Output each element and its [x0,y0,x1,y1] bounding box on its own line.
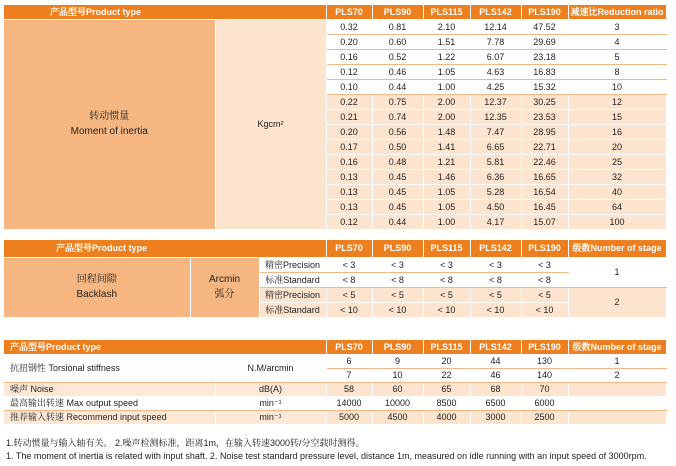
value-cell: 0.12 [326,214,372,229]
value-cell: 60 [372,382,423,396]
footnote-cn: 1.转动惯量与输入轴有关。 2.噪声检测标准，距离1m，在输入转速3000转/分空载时测得。 [6,438,365,448]
unit-cell [190,257,259,317]
value-cell: 30.25 [521,94,568,109]
value-cell: 0.48 [372,154,423,169]
value-cell: 47.52 [521,19,568,34]
value-cell: 5000 [326,410,372,424]
model-header: PLS115 [423,5,470,19]
value-cell: 0.20 [326,124,372,139]
value-cell: 68 [470,382,521,396]
value-cell: 0.10 [326,79,372,94]
value-cell: 6.65 [470,139,521,154]
model-header: PLS90 [372,240,423,257]
value-cell: 0.13 [326,199,372,214]
row-label [4,19,215,229]
model-header: PLS70 [326,240,372,257]
stage-cell: 2 [568,287,666,317]
noise-unit: dB(A) [215,382,326,396]
ratio-cell: 25 [568,154,666,169]
table-row [4,354,666,368]
value-cell: 12.37 [470,94,521,109]
value-cell: 2.00 [423,109,470,124]
value-cell: 6500 [470,396,521,410]
value-cell: 7.78 [470,34,521,49]
value-cell: < 3 [372,257,423,272]
table-row [4,410,666,424]
stiffness-unit: N.M/arcmin [215,354,326,382]
value-cell: 2500 [521,410,568,424]
stage-cell [568,410,666,424]
value-cell: 1.22 [423,49,470,64]
value-cell: < 10 [470,302,521,317]
model-header: PLS142 [470,240,521,257]
value-cell: 1.41 [423,139,470,154]
value-cell: 0.52 [372,49,423,64]
row-label-en: Moment of inertia [70,126,148,137]
value-cell: 28.95 [521,124,568,139]
rec-speed-unit: min⁻¹ [215,410,326,424]
value-cell: 58 [326,382,372,396]
value-cell: 0.16 [326,154,372,169]
model-header: PLS115 [423,240,470,257]
value-cell: 4000 [423,410,470,424]
stage-cell: 2 [568,368,666,382]
value-cell: 4.17 [470,214,521,229]
value-cell: 6.07 [470,49,521,64]
model-header: PLS142 [470,5,521,19]
value-cell: 130 [521,354,568,368]
grade-cell: 精密Precision [259,257,326,272]
value-cell: 0.44 [372,79,423,94]
footnote-en: 1. The moment of inertia is related with input shaft. 2. Noise test standard pressure level, distance 1m, measured on idle running with an input speed of 3000rpm. [6,451,647,461]
value-cell: 0.75 [372,94,423,109]
model-header: PLS190 [521,240,568,257]
reduction-ratio-header: 减速比Reduction ratio [568,5,666,19]
value-cell: 4.25 [470,79,521,94]
performance-table [4,340,667,425]
value-cell: 16.54 [521,184,568,199]
value-cell: 14000 [326,396,372,410]
value-cell: < 8 [326,272,372,287]
model-header: PLS90 [372,5,423,19]
value-cell: < 8 [423,272,470,287]
value-cell: 0.81 [372,19,423,34]
stage-header: 级数Number of stage [568,340,666,354]
value-cell: < 5 [470,287,521,302]
table-row [4,382,666,396]
value-cell: 0.45 [372,184,423,199]
rec-speed-label: 推荐输入转速 Recommend input speed [4,410,215,424]
value-cell: 1.00 [423,214,470,229]
value-cell: 0.20 [326,34,372,49]
value-cell: 10000 [372,396,423,410]
table-row [4,19,666,34]
unit-en: Arcmin [208,274,241,285]
value-cell: 3000 [470,410,521,424]
value-cell: 22 [423,368,470,382]
value-cell: 1.48 [423,124,470,139]
value-cell: 7 [326,368,372,382]
ratio-cell: 100 [568,214,666,229]
value-cell: 0.13 [326,184,372,199]
value-cell: 16.83 [521,64,568,79]
value-cell: < 8 [470,272,521,287]
value-cell: 15.32 [521,79,568,94]
model-header: PLS190 [521,340,568,354]
value-cell: 0.17 [326,139,372,154]
value-cell: 7.47 [470,124,521,139]
value-cell: 1.05 [423,199,470,214]
header-row [4,340,666,354]
value-cell: 4.63 [470,64,521,79]
moment-of-inertia-table [4,5,667,230]
unit-cn: 弧分 [214,289,235,300]
value-cell: 0.50 [372,139,423,154]
value-cell: 0.45 [372,169,423,184]
header-row [4,240,666,257]
value-cell: < 5 [521,287,568,302]
value-cell: 1.00 [423,79,470,94]
stage-cell [568,396,666,410]
value-cell: 1.46 [423,169,470,184]
value-cell: < 10 [372,302,423,317]
model-header: PLS142 [470,340,521,354]
value-cell: < 5 [326,287,372,302]
stage-cell: 1 [568,354,666,368]
value-cell: < 8 [372,272,423,287]
value-cell: 15.07 [521,214,568,229]
ratio-cell: 5 [568,49,666,64]
ratio-cell: 12 [568,94,666,109]
grade-cell: 精密Precision [259,287,326,302]
unit-cell: Kgcm² [215,19,326,229]
value-cell: 0.44 [372,214,423,229]
value-cell: 23.53 [521,109,568,124]
value-cell: 1.51 [423,34,470,49]
value-cell: 140 [521,368,568,382]
value-cell: 23.18 [521,49,568,64]
backlash-table [4,240,667,318]
value-cell: 16.45 [521,199,568,214]
ratio-cell: 8 [568,64,666,79]
value-cell: 1.21 [423,154,470,169]
value-cell: 0.22 [326,94,372,109]
table-row [4,396,666,410]
grade-cell: 标准Standard [259,272,326,287]
value-cell: 46 [470,368,521,382]
value-cell: 22.71 [521,139,568,154]
value-cell: < 10 [423,302,470,317]
value-cell: < 8 [521,272,568,287]
ratio-cell: 16 [568,124,666,139]
value-cell: 5.81 [470,154,521,169]
value-cell: 8500 [423,396,470,410]
row-label-cn: 回程间隙 [76,274,117,285]
value-cell: 0.45 [372,199,423,214]
value-cell: 44 [470,354,521,368]
row-label-cn: 转动惯量 [89,111,130,122]
max-speed-label: 最高输出转速 Max output speed [4,396,215,410]
value-cell: 0.60 [372,34,423,49]
ratio-cell: 3 [568,19,666,34]
value-cell: 12.35 [470,109,521,124]
model-header: PLS70 [326,5,372,19]
value-cell: < 5 [423,287,470,302]
value-cell: 0.56 [372,124,423,139]
value-cell: 65 [423,382,470,396]
row-label-en: Backlash [76,289,118,300]
ratio-cell: 20 [568,139,666,154]
product-type-header: 产品型号Product type [4,5,326,19]
header-row [4,5,666,19]
ratio-cell: 32 [568,169,666,184]
product-type-header: 产品型号Product type [4,340,326,354]
value-cell: 12.14 [470,19,521,34]
max-speed-unit: min⁻¹ [215,396,326,410]
stiffness-label: 抗扭钢性 Torsional stiffness [4,354,215,382]
value-cell: < 3 [326,257,372,272]
row-label [4,257,190,317]
value-cell: 0.32 [326,19,372,34]
value-cell: 0.74 [372,109,423,124]
value-cell: 5.28 [470,184,521,199]
value-cell: 10 [372,368,423,382]
value-cell: 9 [372,354,423,368]
value-cell: 70 [521,382,568,396]
model-header: PLS70 [326,340,372,354]
value-cell: < 5 [372,287,423,302]
value-cell: < 10 [326,302,372,317]
ratio-cell: 15 [568,109,666,124]
noise-label: 噪声 Noise [4,382,215,396]
ratio-cell: 64 [568,199,666,214]
value-cell: 0.12 [326,64,372,79]
value-cell: 2.00 [423,94,470,109]
value-cell: < 3 [521,257,568,272]
grade-cell: 标准Standard [259,302,326,317]
value-cell: 6.36 [470,169,521,184]
stage-cell: 1 [568,257,666,287]
value-cell: 22.46 [521,154,568,169]
model-header: PLS90 [372,340,423,354]
value-cell: 2.10 [423,19,470,34]
stage-cell [568,382,666,396]
ratio-cell: 4 [568,34,666,49]
value-cell: 4500 [372,410,423,424]
ratio-cell: 40 [568,184,666,199]
value-cell: 29.69 [521,34,568,49]
table-row [4,257,666,272]
model-header: PLS115 [423,340,470,354]
value-cell: 0.46 [372,64,423,79]
value-cell: 1.05 [423,184,470,199]
value-cell: 6000 [521,396,568,410]
product-type-header: 产品型号Product type [4,240,326,257]
value-cell: 0.16 [326,49,372,64]
value-cell: < 3 [470,257,521,272]
stage-header: 级数Number of stage [568,240,666,257]
ratio-cell: 10 [568,79,666,94]
value-cell: 0.13 [326,169,372,184]
model-header: PLS190 [521,5,568,19]
value-cell: < 3 [423,257,470,272]
value-cell: 0.21 [326,109,372,124]
value-cell: 4.50 [470,199,521,214]
value-cell: 6 [326,354,372,368]
value-cell: 20 [423,354,470,368]
value-cell: 16.65 [521,169,568,184]
value-cell: 1.05 [423,64,470,79]
value-cell: < 10 [521,302,568,317]
